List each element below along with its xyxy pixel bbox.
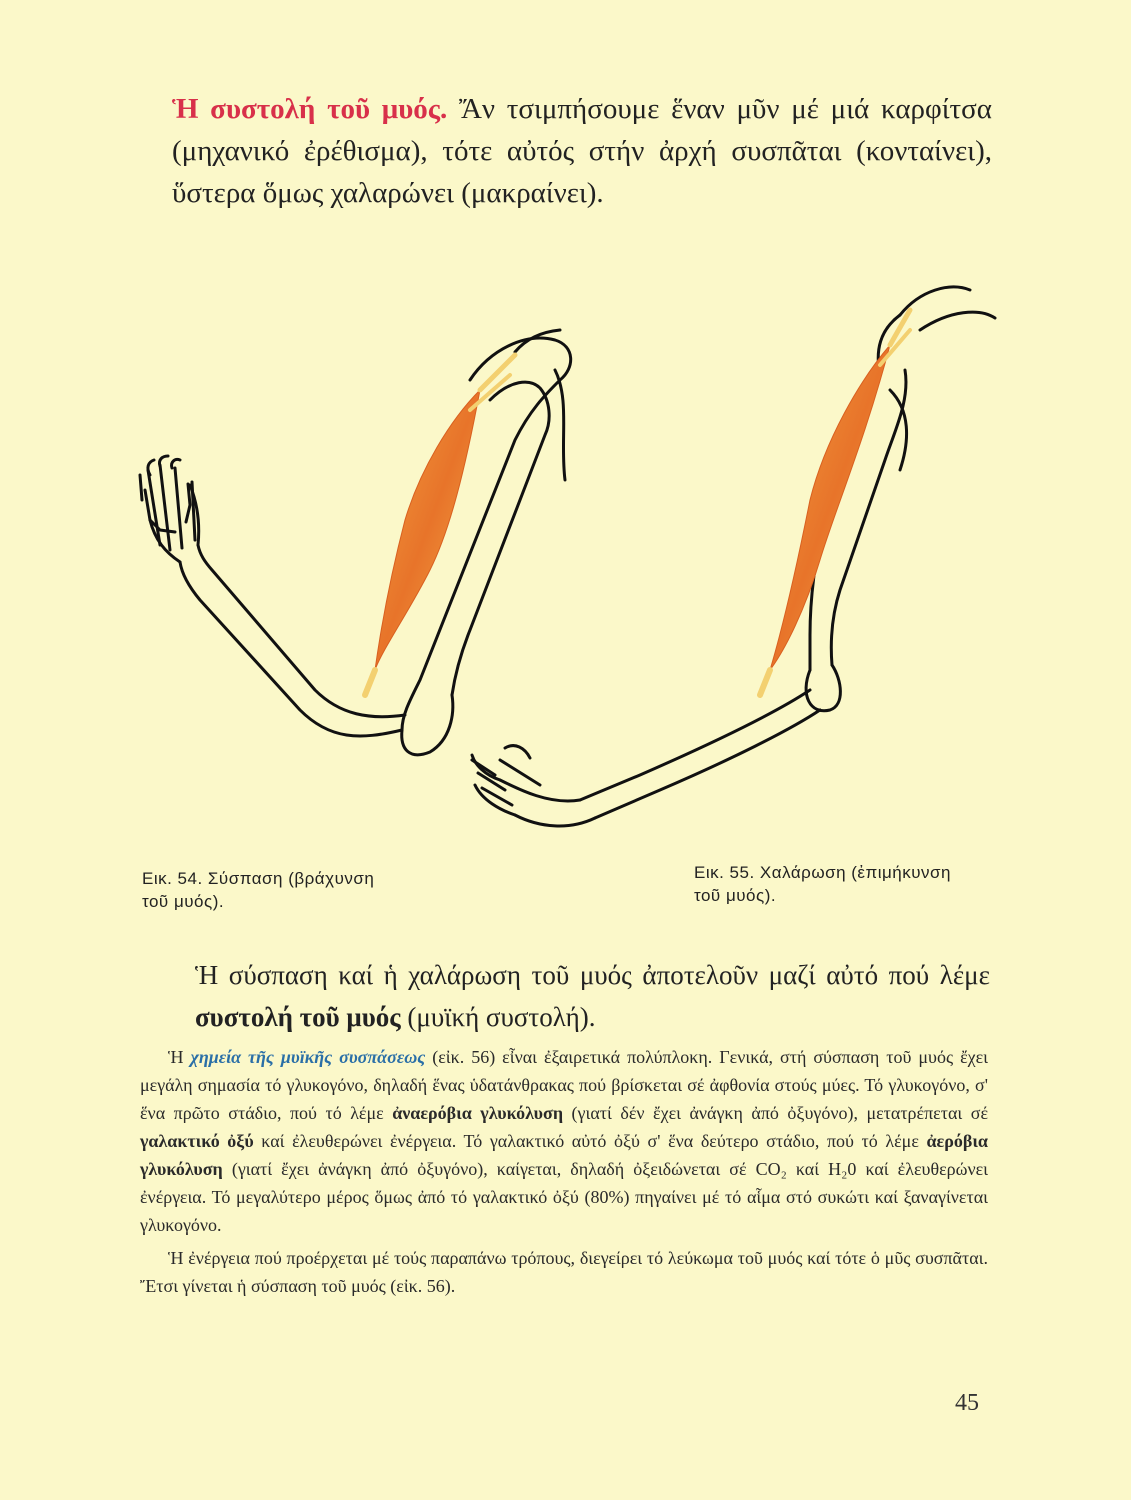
caption-55-line2: τοῦ μυός). [694, 885, 777, 905]
caption-figure-54 [142, 868, 462, 914]
caption-figure-55 [694, 862, 994, 908]
paragraph-energy: Ἡ ἐνέργεια πού προέρχεται μέ τούς παραπάνω τρόπους, διεγείρει τό λεύκωμα τοῦ μυός καί τότε ὁ μῦς συσπᾶται. Ἔτσι γίνεται ἡ σύσπαση τοῦ μυός (εἰκ. 56). [140, 1247, 988, 1296]
text-run: (γιατί δέν ἔχει ἀνάγκη ἀπό ὀξυγόνο), μετατρέπεται σέ [563, 1103, 989, 1124]
biceps-contracted [375, 390, 480, 670]
intro-paragraph [172, 88, 992, 214]
figure-55-relaxed-arm [472, 287, 995, 826]
paragraph-chemistry [140, 1043, 988, 1240]
summary-paragraph [195, 955, 990, 1039]
term-muscle-chemistry: χημεία τῆς μυϊκῆς συσπάσεως [190, 1047, 426, 1067]
caption-54-line2: τοῦ μυός). [142, 891, 225, 911]
summary-term: συστολή τοῦ μυός [195, 1001, 401, 1032]
text-run: (εἰκ. 56) εἶναι ἐξαιρετικά πολύπλοκη. Γενικά, στή σύσπαση τοῦ μυός ἔχει μεγάλη σημασία τό γλυκογόνο, δηλαδή ἕνας ὑδατάνθρακας πού βρίσκεται σέ ἀφθονία στούς μύες. Τό γλυκογόνο, σ' ἕνα πρῶτο στάδιο, πού τό λέμε [140, 1047, 989, 1124]
term-lactic-acid: γαλακτικό ὀξύ [140, 1131, 254, 1152]
caption-55-line1: Εικ. 55. Χαλάρωση (ἐπιμήκυνση [694, 863, 952, 882]
text-run: καί ἐλευθερώνει ἐνέργεια. Τό γαλακτικό αὐτό ὀξύ σ' ἕνα δεύτερο στάδιο, πού τό λέμε [253, 1131, 927, 1152]
term-aerobic-glycolysis: ἀερόβια γλυκόλυση [140, 1131, 988, 1180]
text-run: (γιατί ἔχει ἀνάγκη ἀπό ὀξυγόνο), καίγεται, δηλαδή ὀξειδώνεται σέ CO₂ καί H₂0 καί ἐλευθερώνει ἐνέργεια. Τό μεγαλύτερο μέρος ὅμως ἀπό τό γαλακτικό ὀξύ (80%) πηγαίνει μέ τό αἷμα στό συκώτι καί ξαναγίνεται γλυκογόνο. [140, 1159, 988, 1236]
summary-text-2: (μυϊκή συστολή). [400, 1001, 596, 1032]
page-number: 45 [955, 1390, 979, 1416]
caption-54-line1: Εικ. 54. Σύσπαση (βράχυνση [142, 869, 375, 888]
intro-text: Ἄν τσιμπήσουμε ἕναν μῦν μέ μιά καρφίτσα (μηχανικό ἐρέθισμα), τότε αὐτός στήν ἀρχή συσπᾶται (κονταίνει), ὕστερα ὅμως χαλαρώνει (μακραίνει). [172, 93, 993, 210]
text-run: Ἡ [168, 1047, 191, 1067]
term-anaerobic-glycolysis: ἀναερόβια γλυκόλυση [392, 1103, 564, 1124]
figure-54-contracted-arm [140, 330, 571, 755]
biceps-relaxed [770, 345, 890, 670]
summary-text-1: Ἡ σύσπαση καί ἡ χαλάρωση τοῦ μυός ἀποτελοῦν μαζί αὐτό πού λέμε [195, 960, 990, 990]
arm-muscle-illustration [120, 270, 1020, 860]
body-text [140, 1043, 988, 1304]
section-heading: Ἡ συστολή τοῦ μυός. [172, 93, 448, 125]
